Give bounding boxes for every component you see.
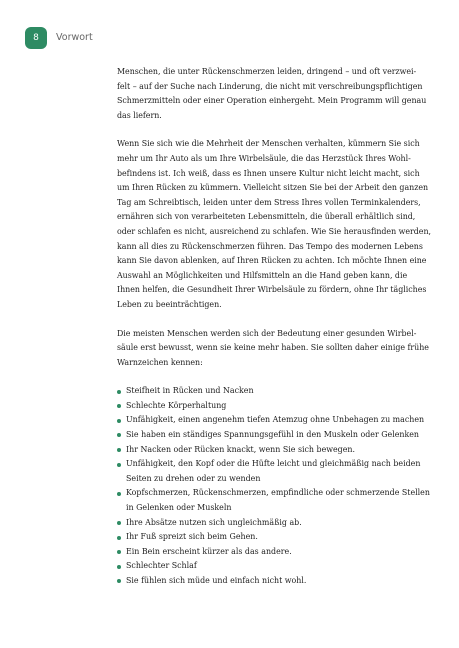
list-item	[117, 545, 449, 560]
text-line: Wenn Sie sich wie die Mehrheit der Menschen verhalten, kümmern Sie sich	[117, 139, 420, 149]
list-item	[117, 428, 449, 443]
text-line: Ihnen helfen, die Gesundheit Ihrer Wirbelsäule zu fördern, ohne Ihr tägliches	[117, 285, 427, 295]
text-line: felt – auf der Suche nach Linderung, die nicht mit verschreibungspflichtigen	[117, 81, 423, 91]
list-item	[117, 530, 449, 545]
list-item	[117, 559, 449, 574]
page-number-badge: 8	[25, 27, 47, 49]
text-line: oder schlafen es nicht, ausreichend zu schlafen. Wie Sie herausfinden werden,	[117, 226, 432, 236]
text-line: um Ihren Rücken zu kümmern. Vielleicht sitzen Sie bei der Arbeit den ganzen	[117, 183, 429, 193]
list-item-text: Unfähigkeit, den Kopf oder die Hüfte leicht und gleichmäßig nach beiden	[126, 459, 421, 469]
text-line: Warnzeichen kennen:	[117, 357, 203, 367]
list-item-text: Ihre Absätze nutzen sich ungleichmäßig ab.	[126, 517, 302, 527]
text-line: befindens ist. Ich weiß, dass es Ihnen unsere Kultur nicht leicht macht, sich	[117, 168, 420, 178]
text-line: mehr um Ihr Auto als um Ihre Wirbelsäule, die das Herzstück Ihres Wohl-	[117, 153, 411, 163]
list-item	[117, 516, 449, 531]
text-line: Auswahl an Möglichkeiten und Hilfsmitteln an die Hand geben kann, die	[117, 270, 408, 280]
list-item	[117, 413, 449, 428]
text-line: kann Sie davon ablenken, auf Ihren Rücken zu achten. Ich möchte Ihnen eine	[117, 256, 427, 266]
text-line: Die meisten Menschen werden sich der Bedeutung einer gesunden Wirbel-	[117, 328, 417, 338]
list-item	[117, 574, 449, 589]
list-item-text: Ihr Fuß spreizt sich beim Gehen.	[126, 532, 258, 542]
list-item-text: Sie haben ein ständiges Spannungsgefühl in den Muskeln oder Gelenken	[126, 430, 420, 440]
paragraphs	[117, 65, 449, 370]
text-line: Menschen, die unter Rückenschmerzen leiden, dringend – und oft verzwei-	[117, 67, 417, 76]
list-item-text: Ein Bein erscheint kürzer als das andere.	[126, 546, 292, 556]
section-title: Vorwort	[56, 32, 93, 43]
list-item	[117, 399, 449, 414]
text-line: Schmerzmitteln oder einer Operation einhergeht. Mein Programm will genau	[117, 96, 427, 106]
paragraph	[117, 65, 449, 123]
list-item-text: Kopfschmerzen, Rückenschmerzen, empfindliche oder schmerzende Stellen	[126, 488, 430, 498]
paragraph	[117, 327, 449, 371]
list-item-text: Sie fühlen sich müde und einfach nicht wohl.	[126, 576, 307, 585]
list-item	[117, 443, 449, 458]
list-item-text: Ihr Nacken oder Rücken knackt, wenn Sie sich bewegen.	[126, 444, 355, 454]
text-line: kann all dies zu Rückenschmerzen führen. Das Tempo des modernen Lebens	[117, 241, 423, 251]
text-line: Tag am Schreibtisch, leiden unter dem Stress Ihres vollen Terminkalenders,	[117, 197, 421, 207]
list-item-text: Schlechter Schlaf	[126, 561, 197, 571]
page-body	[117, 65, 449, 589]
text-line: Leben zu beeinträchtigen.	[117, 299, 222, 309]
warning-signs-list	[117, 384, 449, 588]
text-line: das liefern.	[117, 110, 162, 120]
list-item-text: Schlechte Körperhaltung	[126, 400, 227, 410]
list-item	[117, 457, 449, 486]
list-item	[117, 384, 449, 399]
list-item-text: Steifheit in Rücken und Nacken	[126, 386, 254, 396]
list-item-text: Unfähigkeit, einen angenehm tiefen Atemzug ohne Unbehagen zu machen	[126, 415, 425, 425]
list-item	[117, 486, 449, 515]
paragraph	[117, 137, 449, 312]
text-line: säule erst bewusst, wenn sie keine mehr haben. Sie sollten daher einige frühe	[117, 343, 429, 353]
text-line: ernähren sich von verarbeiteten Lebensmitteln, die überall erhältlich sind,	[117, 212, 416, 222]
list-item-text: in Gelenken oder Muskeln	[126, 503, 232, 513]
list-item-text: Seiten zu drehen oder zu wenden	[126, 473, 261, 483]
